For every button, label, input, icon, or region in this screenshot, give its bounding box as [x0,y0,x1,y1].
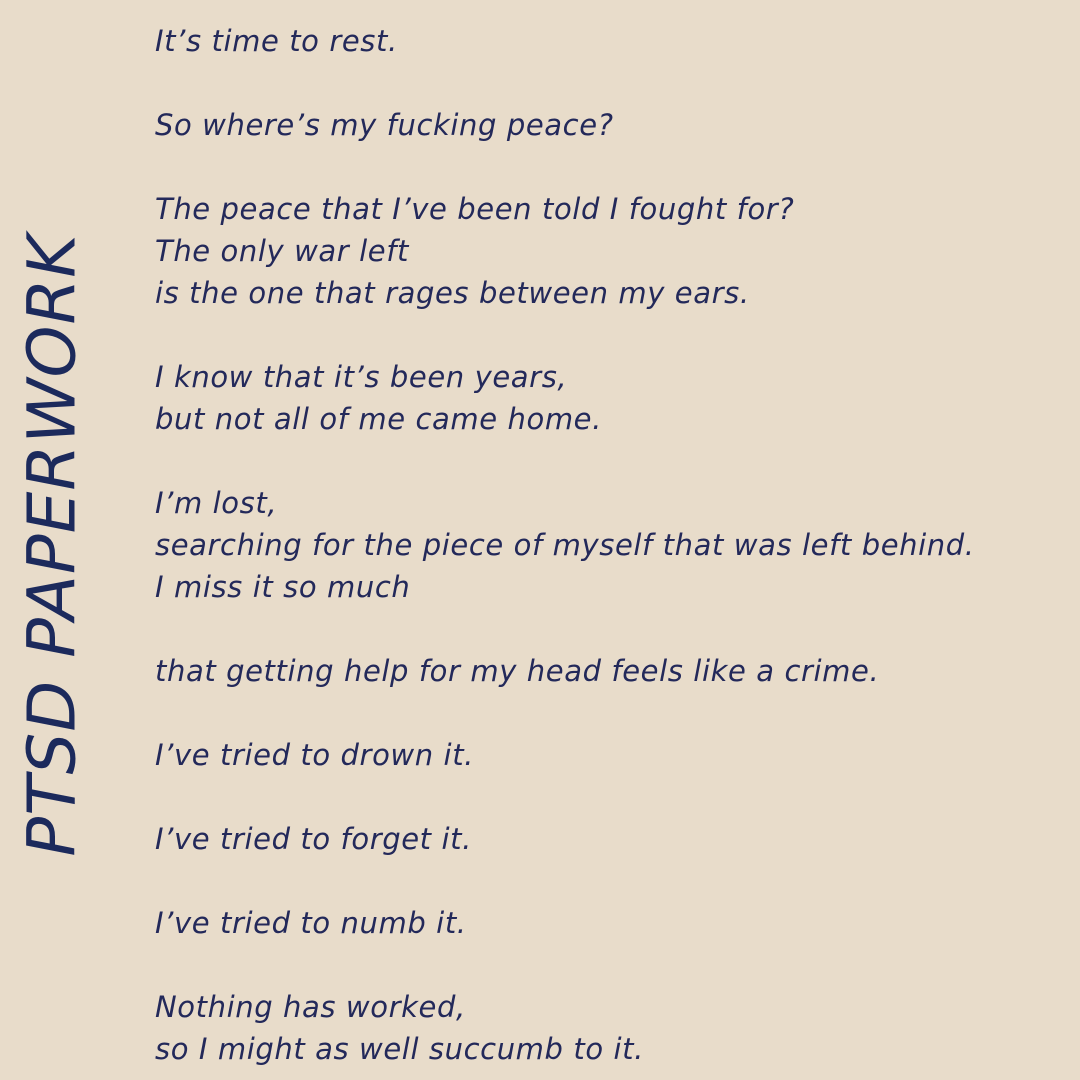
poem-line: is the one that rages between my ears. [155,276,750,310]
poem-line: Nothing has worked, [155,990,466,1024]
poem-line: The only war left [155,234,410,268]
poem-line: I’ve tried to drown it. [155,738,474,772]
poem-body [155,20,1055,1070]
stanza-gap [155,860,1055,902]
poem-line: The peace that I’ve been told I fought for? [155,192,795,226]
stanza [155,986,1055,1070]
poem-line: I miss it so much [155,570,411,604]
poem-line: I know that it’s been years, [155,360,568,394]
stanza-gap [155,146,1055,188]
stanza [155,20,1055,62]
stanza-gap [155,608,1055,650]
stanza [155,650,1055,692]
stanza-gap [155,62,1055,104]
stanza-gap [155,776,1055,818]
poem-line: I’ve tried to numb it. [155,906,467,940]
side-title: PTSD PAPERWORK [13,233,91,857]
poem-line: but not all of me came home. [155,402,602,436]
poem-line: searching for the piece of myself that was left behind. [155,528,975,562]
poem-line: It’s time to rest. [155,24,398,58]
stanza [155,902,1055,944]
stanza-gap [155,440,1055,482]
stanza-gap [155,314,1055,356]
poem-line: so I might as well succumb to it. [155,1032,644,1066]
stanza [155,734,1055,776]
poem-line: I’ve tried to forget it. [155,822,472,856]
poem-line: that getting help for my head feels like a crime. [155,654,880,688]
poem-line: So where’s my fucking peace? [155,108,614,142]
stanza [155,818,1055,860]
stanza [155,188,1055,314]
poem-line: I’m lost, [155,486,278,520]
stanza [155,104,1055,146]
stanza [155,356,1055,440]
stanza-gap [155,944,1055,986]
stanza [155,482,1055,608]
stanza-gap [155,692,1055,734]
